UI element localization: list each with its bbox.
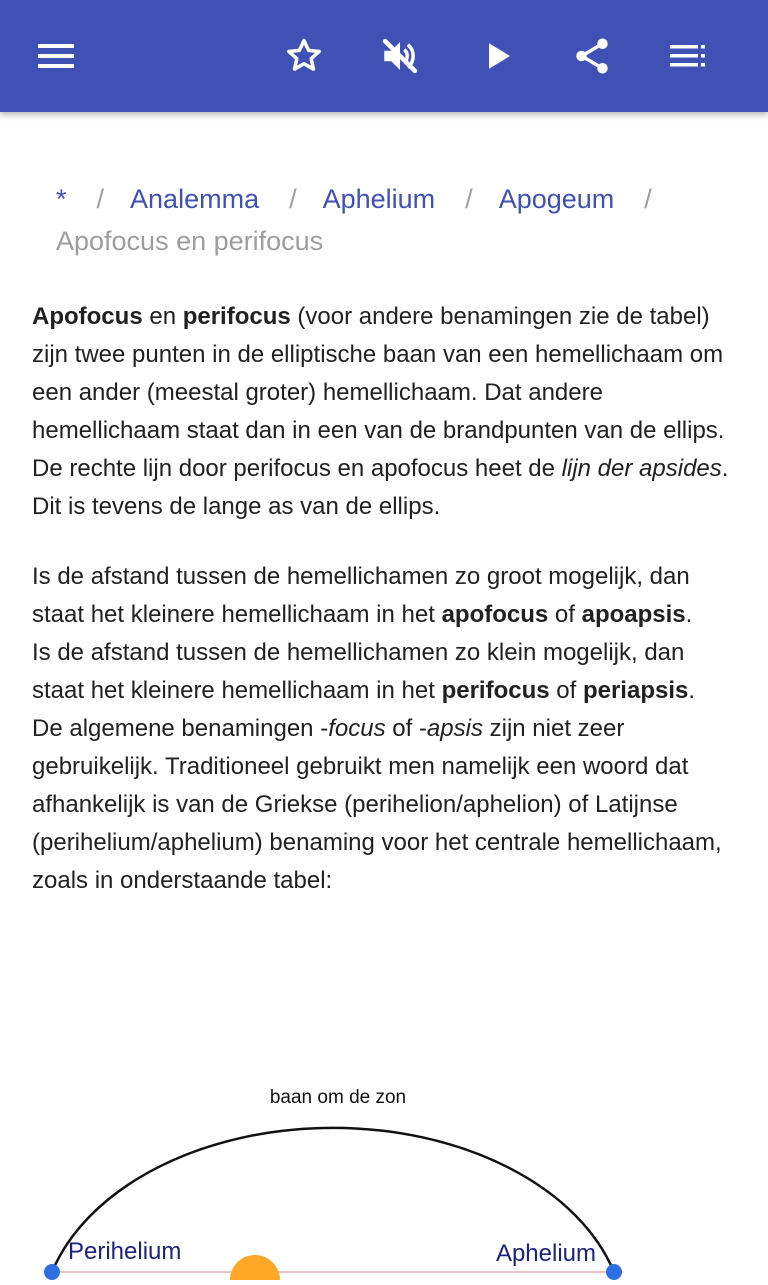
breadcrumb-home[interactable]: * (56, 184, 67, 214)
term-perifocus: perifocus (182, 303, 291, 330)
paragraph-intro (32, 298, 732, 526)
favorite-button[interactable] (276, 28, 332, 84)
term-apoapsis: apoapsis (581, 601, 686, 628)
paragraph-perifocus (32, 634, 732, 710)
menu-icon (36, 36, 76, 76)
breadcrumb-apogeum[interactable]: Apogeum (498, 184, 615, 214)
breadcrumb-separator: / (465, 184, 473, 214)
term-focus: focus (328, 715, 386, 742)
mute-button[interactable] (372, 28, 428, 84)
text-run: . (688, 677, 696, 704)
menu-button[interactable] (28, 28, 84, 84)
term-apsis: apsis (426, 715, 483, 742)
contents-button[interactable] (660, 28, 716, 84)
term-lijn-der-apsides: lijn der apsides (561, 455, 722, 482)
breadcrumb-separator: / (644, 184, 652, 214)
orbit-diagram[interactable] (36, 1040, 636, 1280)
text-run: De algemene benamingen - (32, 715, 329, 742)
share-button[interactable] (564, 28, 620, 84)
term-apofocus: apofocus (441, 601, 549, 628)
breadcrumb (56, 178, 736, 262)
breadcrumb-separator: / (289, 184, 297, 214)
breadcrumb-aphelium[interactable]: Aphelium (322, 184, 436, 214)
paragraph-apofocus (32, 558, 732, 634)
text-run: . Dit is tevens de lange as van de ellips. (32, 455, 729, 520)
text-run: Is de afstand tussen de hemellichamen zo klein mogelijk, dan staat het kleinere hemellichaam in het (32, 639, 685, 704)
text-run: of - (385, 715, 427, 742)
breadcrumb-current: Apofocus en perifocus (56, 226, 324, 256)
perihelium-label: Perihelium (68, 1238, 182, 1265)
term-periapsis: periapsis (582, 677, 689, 704)
aphelium-point (606, 1264, 622, 1280)
paragraph-benamingen (32, 710, 732, 900)
text-run: en (142, 303, 183, 330)
term-apofocus: Apofocus (32, 303, 143, 330)
orbit-diagram-svg (36, 1040, 636, 1280)
text-run: of (549, 677, 583, 704)
toc-icon (668, 36, 708, 76)
breadcrumb-analemma[interactable]: Analemma (130, 184, 260, 214)
term-perifocus: perifocus (441, 677, 550, 704)
text-run: (voor andere benamingen zie de tabel) zijn twee punten in de elliptische baan van een hemellichaam om een ander (meestal groter) hemellichaam. Dat andere hemellichaam staat dan in een van de brandpunten van de ellips. De rechte lijn door perifocus en apofocus heet de (32, 303, 725, 482)
breadcrumb-separator: / (96, 184, 105, 214)
star-outline-icon (283, 35, 325, 77)
text-run: Is de afstand tussen de hemellichamen zo groot mogelijk, dan staat het kleinere hemellichaam in het (32, 563, 690, 628)
text-run: . (685, 601, 693, 628)
perihelium-point (44, 1264, 60, 1280)
app-bar (0, 0, 768, 112)
text-run: of (548, 601, 582, 628)
text-run: zijn niet zeer gebruikelijk. Traditioneel gebruikt men namelijk een woord dat afhankelijk is van de Griekse (perihelion/aphelion) of Latijnse (perihelium/aphelium) benaming voor het centrale hemellichaam, zoals in onderstaande tabel: (32, 715, 722, 894)
volume-off-icon (379, 35, 421, 77)
play-button[interactable] (470, 28, 526, 84)
aphelium-label: Aphelium (495, 1240, 596, 1267)
sun (230, 1255, 280, 1280)
orbit-label: baan om de zon (269, 1087, 407, 1108)
share-icon (571, 35, 613, 77)
article-body (32, 298, 732, 900)
play-icon (480, 38, 516, 74)
